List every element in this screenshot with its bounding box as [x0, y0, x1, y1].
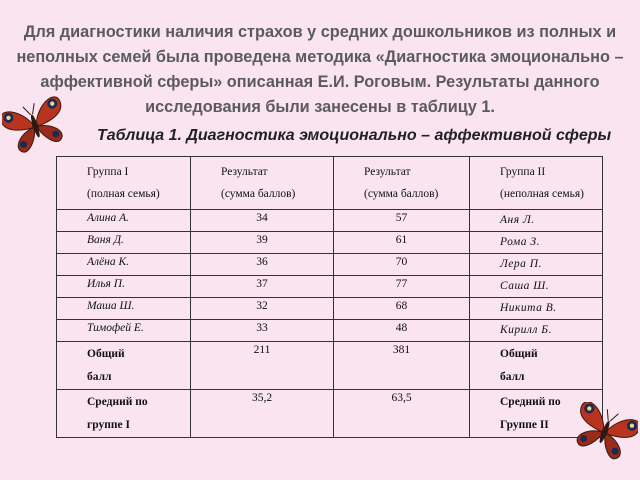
table-row [57, 298, 603, 320]
intro-paragraph: Для диагностики наличия страхов у средних дошкольников из полных и неполных семей была проведена методика «Диагностика эмоционально – аффективной сферы» описанная Е.И. Роговым. Результаты данного исследования были занесены в таблицу 1. [16, 23, 624, 116]
table-row [57, 254, 603, 276]
child-name-group-2: Кирилл Б. [470, 320, 603, 342]
butterfly-icon [572, 402, 638, 460]
child-name-group-2: Никита В. [470, 298, 603, 320]
score-group-1: 36 [191, 254, 334, 276]
score-group-1: 34 [191, 210, 334, 232]
score-group-1: 33 [191, 320, 334, 342]
child-name-group-1: Маша Ш. [57, 298, 191, 320]
score-group-2: 48 [334, 320, 470, 342]
table-header-row [57, 157, 603, 210]
child-name-group-1: Алина А. [57, 210, 191, 232]
child-name-group-2: Аня Л. [470, 210, 603, 232]
child-name-group-1: Алёна К. [57, 254, 191, 276]
score-group-2: 77 [334, 276, 470, 298]
butterfly-icon [2, 96, 68, 154]
header-result-2: Результат (сумма баллов) [334, 157, 470, 210]
average-score-group-1: 35,2 [191, 390, 334, 438]
child-name-group-1: Тимофей Е. [57, 320, 191, 342]
score-group-2: 61 [334, 232, 470, 254]
score-group-2: 70 [334, 254, 470, 276]
average-score-group-2: 63,5 [334, 390, 470, 438]
score-group-1: 37 [191, 276, 334, 298]
header-group-1: Группа I (полная семья) [57, 157, 191, 210]
table-row [57, 320, 603, 342]
total-label-group-2: Общий балл [470, 342, 603, 390]
table-caption: Таблица 1. Диагностика эмоционально – аффективной сферы [97, 127, 612, 144]
score-group-1: 39 [191, 232, 334, 254]
child-name-group-2: Лера П. [470, 254, 603, 276]
total-row [57, 342, 603, 390]
table-row [57, 276, 603, 298]
header-group-2: Группа II (неполная семья) [470, 157, 603, 210]
total-score-group-2: 381 [334, 342, 470, 390]
child-name-group-2: Саша Ш. [470, 276, 603, 298]
total-label-group-1: Общий балл [57, 342, 191, 390]
average-label-group-1: Средний по группе I [57, 390, 191, 438]
table-row [57, 232, 603, 254]
table-row [57, 210, 603, 232]
score-group-2: 68 [334, 298, 470, 320]
child-name-group-1: Ваня Д. [57, 232, 191, 254]
score-group-1: 32 [191, 298, 334, 320]
score-group-2: 57 [334, 210, 470, 232]
average-row [57, 390, 603, 438]
child-name-group-2: Рома З. [470, 232, 603, 254]
total-score-group-1: 211 [191, 342, 334, 390]
diagnostics-table [56, 156, 603, 438]
child-name-group-1: Илья П. [57, 276, 191, 298]
header-result-1: Результат (сумма баллов) [191, 157, 334, 210]
average-label-group-2: Средний по Группе II [470, 390, 603, 438]
